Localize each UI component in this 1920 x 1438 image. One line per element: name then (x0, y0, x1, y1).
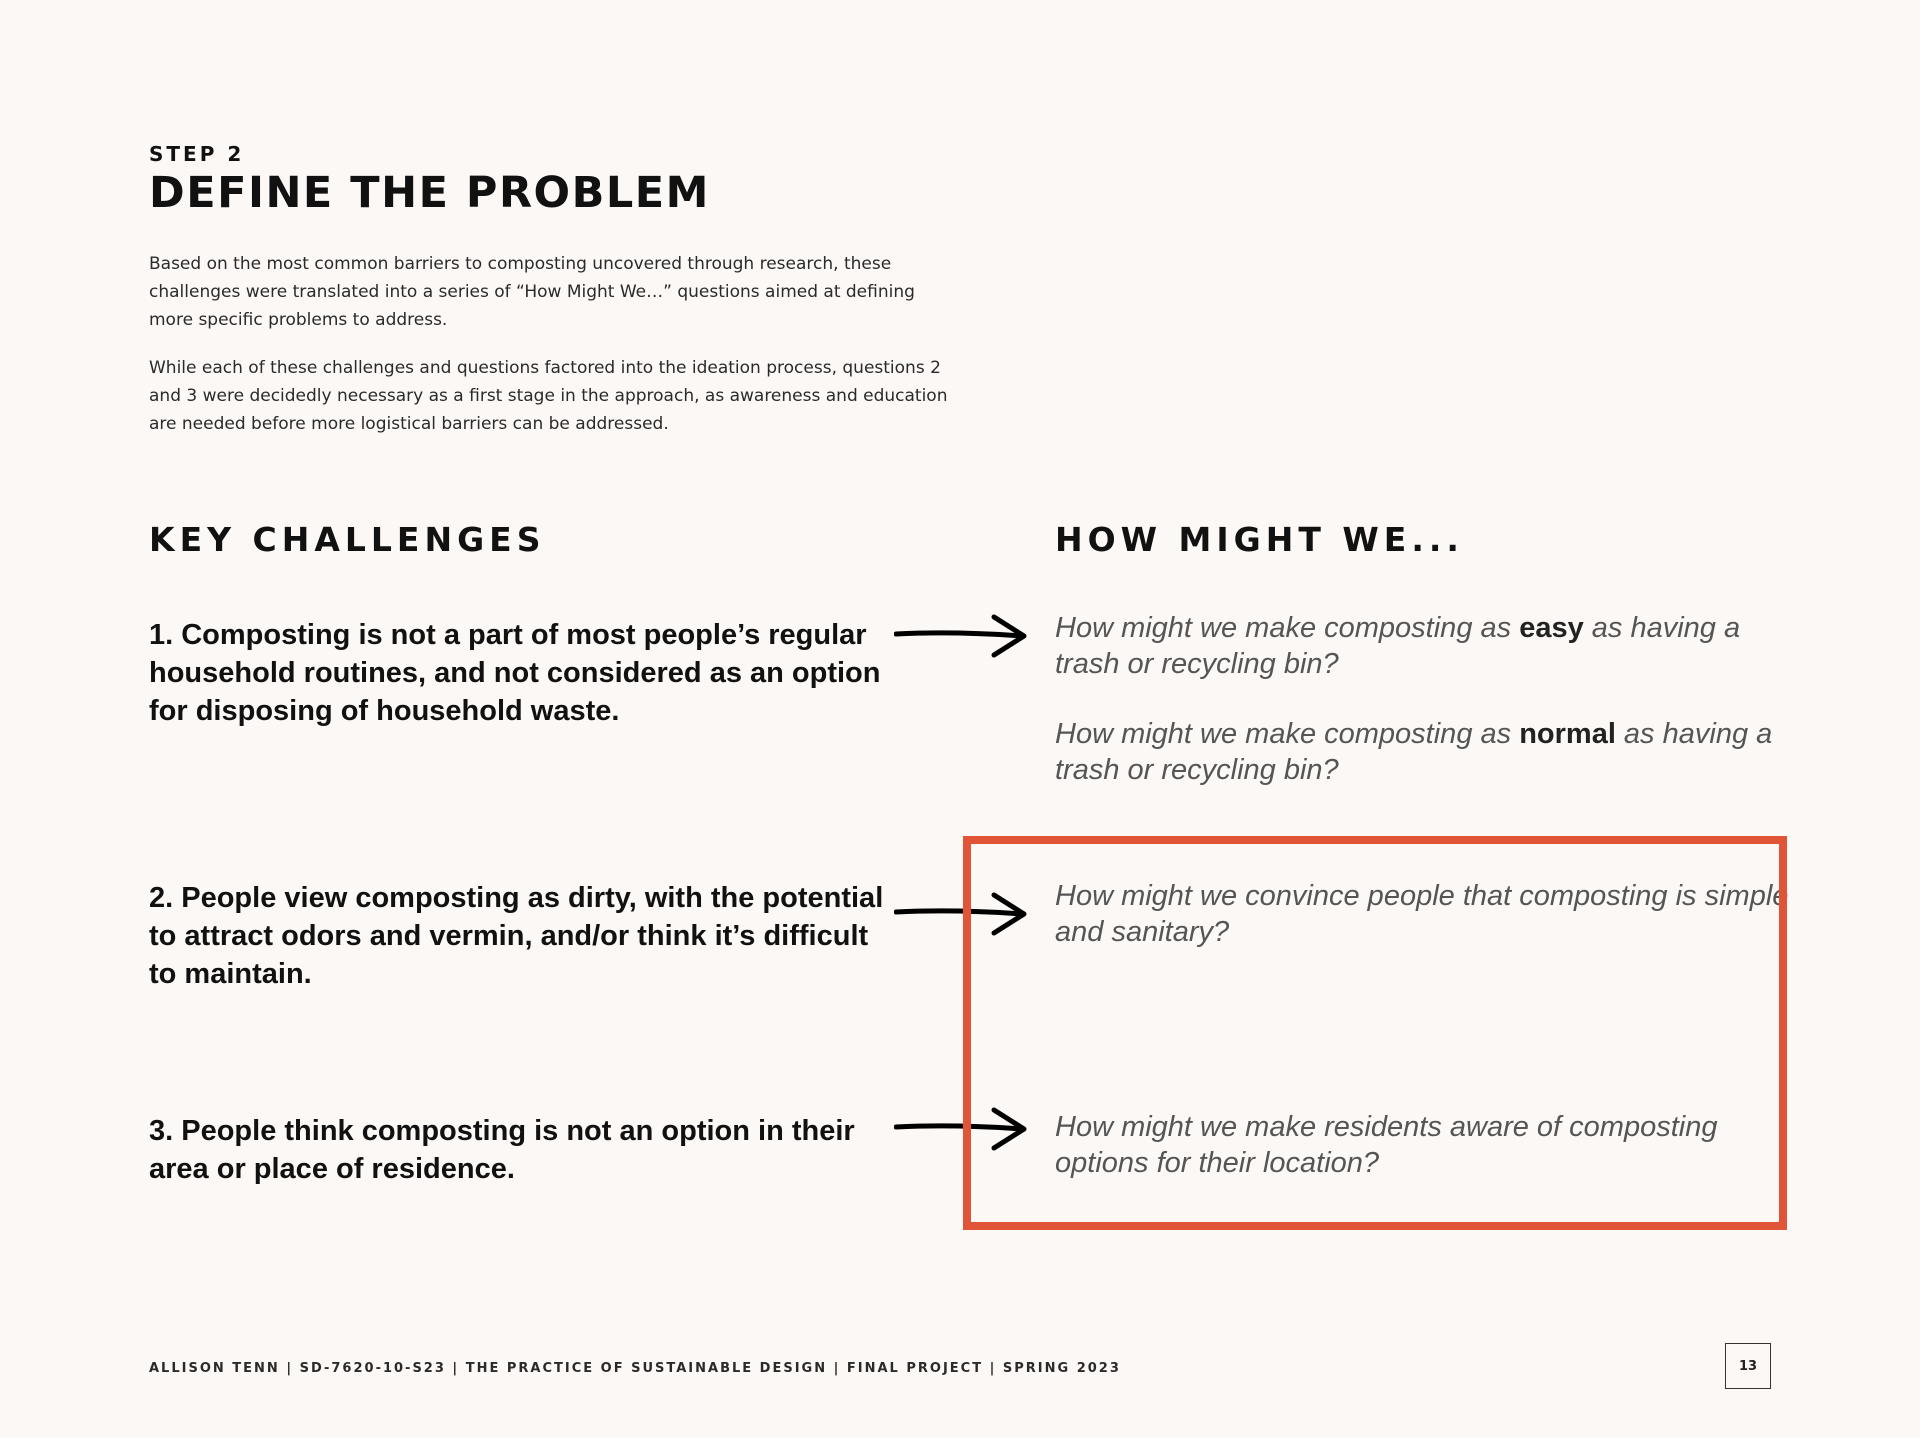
page-title: DEFINE THE PROBLEM (149, 168, 710, 218)
challenge-1: 1. Composting is not a part of most people’s regular household routines, and not considered as an option for disposing of household waste. (149, 619, 881, 727)
hmw-question-2 (1055, 716, 1795, 788)
intro-paragraph-2: While each of these challenges and questions factored into the ideation process, questions 2 and 3 were decidedly necessary as a first stage in the approach, as awareness and education are needed before more logistical barriers can be addressed. (149, 358, 948, 434)
how-might-we-heading: HOW MIGHT WE... (1055, 520, 1464, 559)
hmw-question-1-emphasis: easy (1519, 612, 1584, 644)
hmw-question-2-start: How might we make composting as (1055, 718, 1520, 750)
highlight-box (963, 836, 1787, 1230)
intro-paragraph-1: Based on the most common barriers to composting uncovered through research, these challenges were translated into a series of “How Might We…” questions aimed at defining more specific problems to address. (149, 254, 915, 330)
key-challenges-heading: KEY CHALLENGES (149, 520, 546, 559)
footer-credits: ALLISON TENN | SD-7620-10-S23 | THE PRACTICE OF SUSTAINABLE DESIGN | FINAL PROJECT | SPRING 2023 (149, 1361, 1121, 1376)
hmw-question-2-emphasis: normal (1519, 718, 1616, 750)
step-label: STEP 2 (149, 142, 245, 166)
intro-text (149, 250, 949, 458)
hmw-question-1-start: How might we make composting as (1055, 612, 1520, 644)
arrow-right-icon (894, 611, 1030, 661)
hmw-question-1 (1055, 610, 1795, 682)
challenge-3: 3. People think composting is not an option in their area or place of residence. (149, 1115, 855, 1185)
hmw-question-4: How might we make residents aware of composting options for their location? (1055, 1111, 1718, 1179)
challenge-2: 2. People view composting as dirty, with the potential to attract odors and vermin, and/or think it’s difficult to maintain. (149, 882, 884, 990)
hmw-question-2-end: as having a trash or recycling bin? (1055, 718, 1773, 786)
hmw-question-1-end: as having a trash or recycling bin? (1055, 612, 1741, 680)
hmw-question-3: How might we convince people that composting is simple and sanitary? (1055, 880, 1789, 948)
page-number: 13 (1725, 1343, 1771, 1389)
